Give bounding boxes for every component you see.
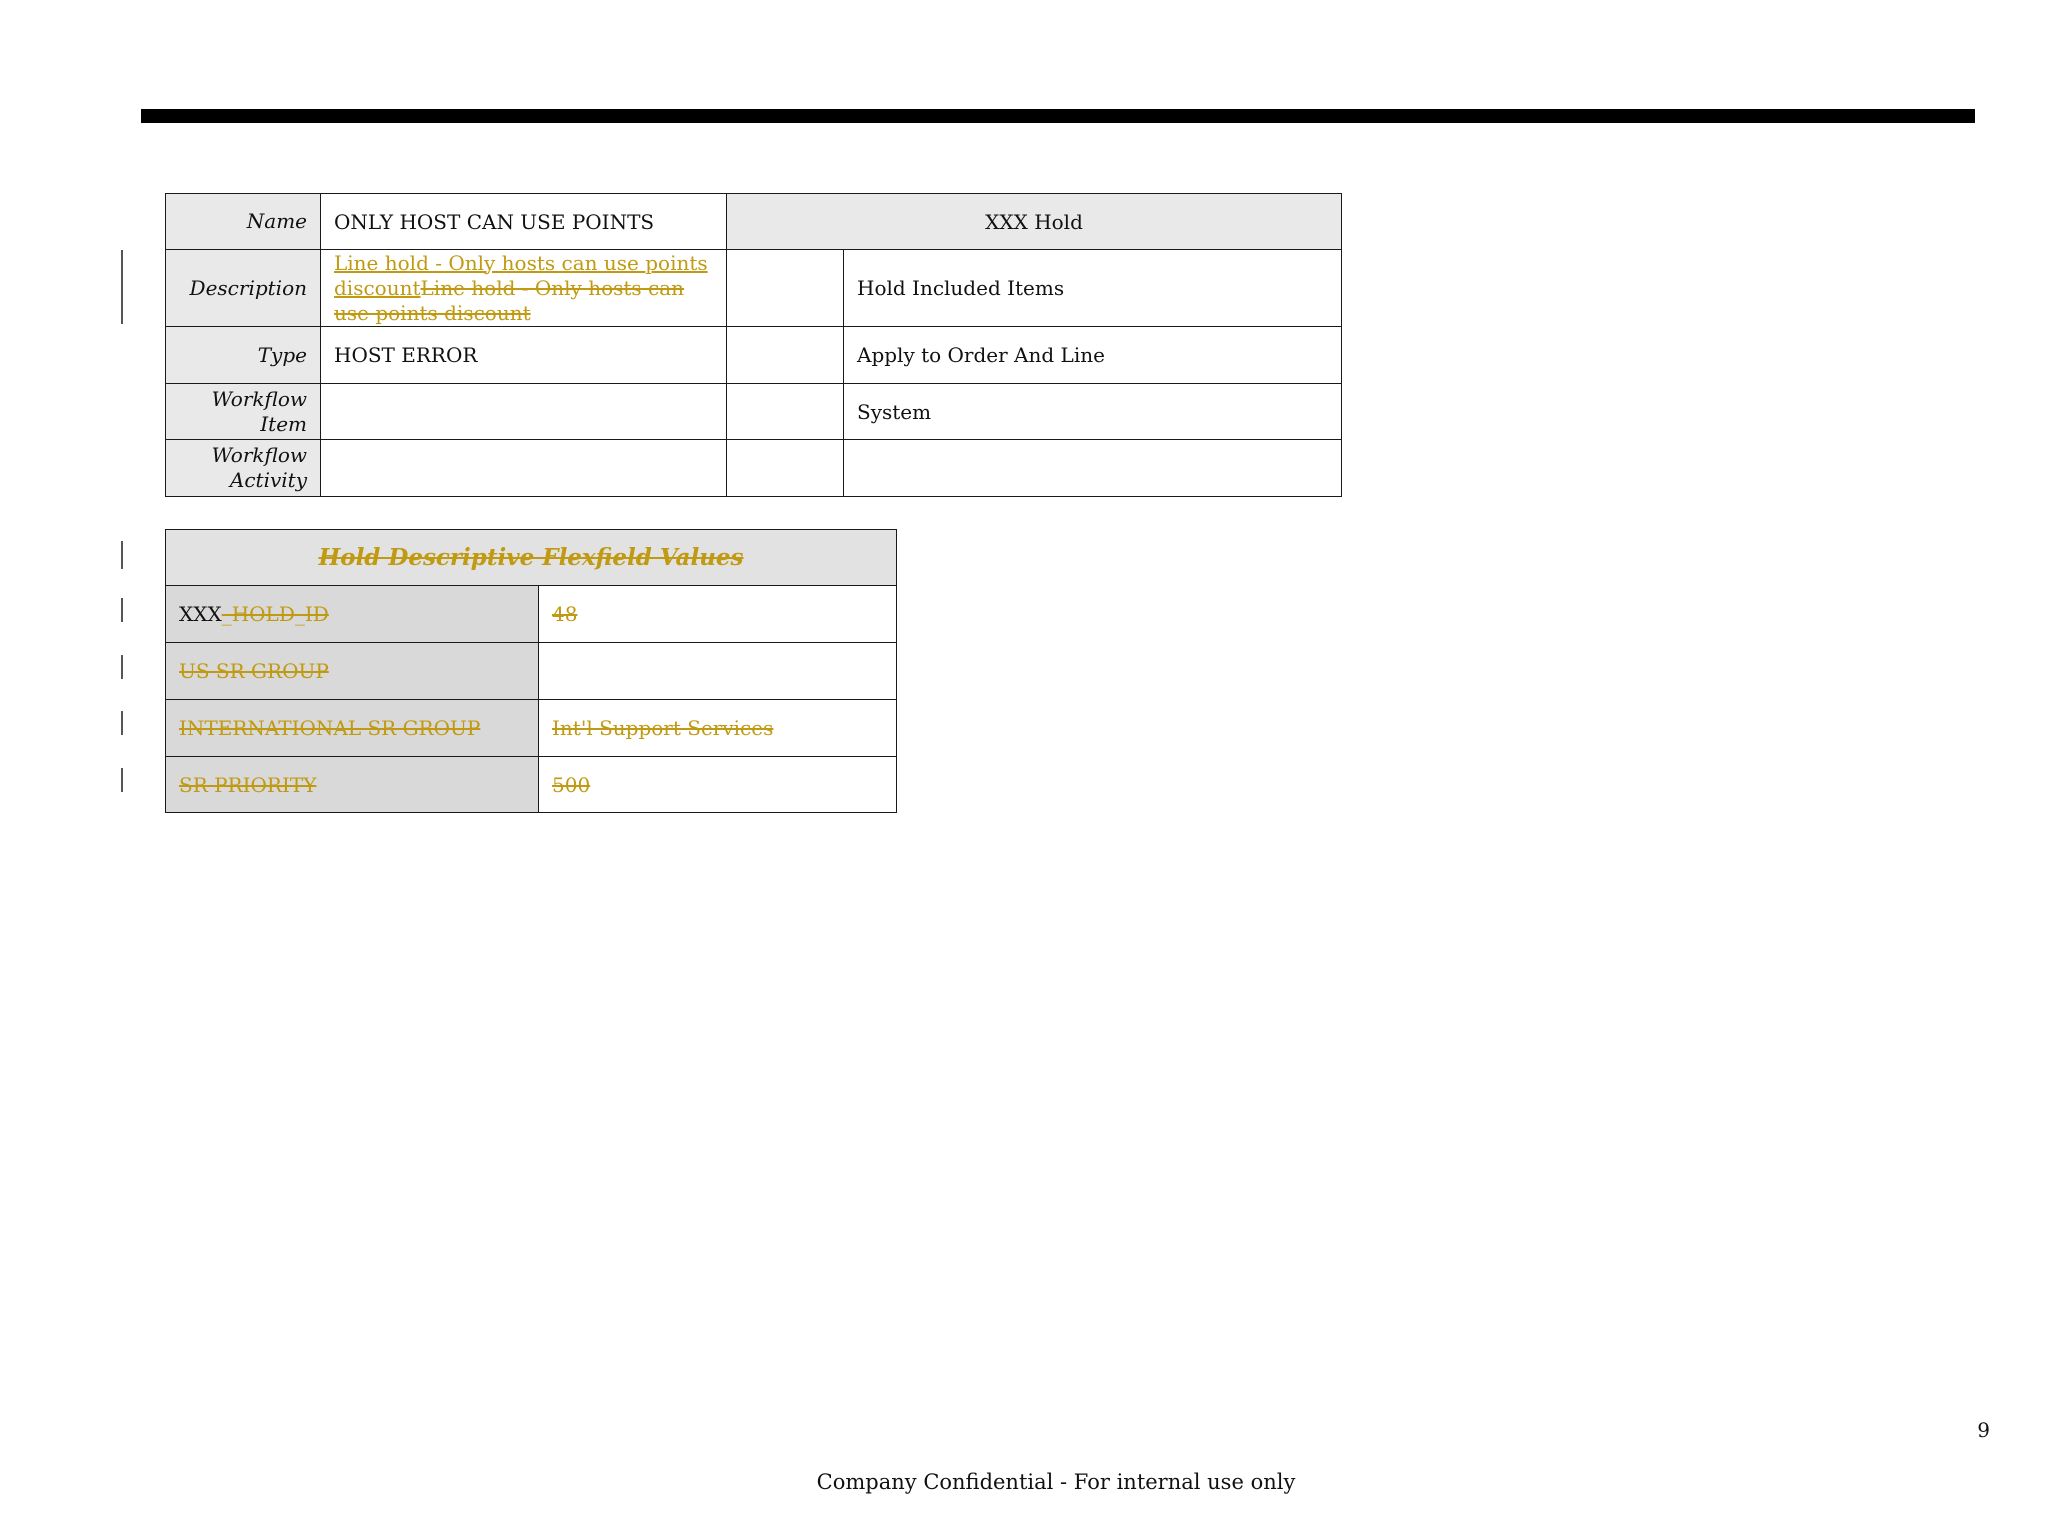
- description-label: Description: [166, 250, 321, 327]
- workflow-activity-spacer-cell: [727, 440, 844, 497]
- flexfield-value-deleted: 500: [552, 772, 591, 797]
- workflow-activity-right-value: [844, 440, 1342, 497]
- flexfield-title-row: [166, 530, 897, 586]
- flexfield-value-deleted: Int'l Support Services: [552, 716, 774, 740]
- description-inserted-text: Line hold - Only hosts can use points discount: [334, 250, 708, 300]
- flexfield-label: [166, 586, 539, 643]
- flexfield-value: [539, 757, 897, 813]
- workflow-activity-label: [166, 440, 321, 497]
- description-row: [166, 250, 1342, 327]
- type-row: [166, 327, 1342, 384]
- flexfield-label-deleted: INTERNATIONAL SR GROUP: [179, 716, 481, 740]
- name-label: Name: [166, 194, 321, 250]
- top-rule: [141, 109, 1975, 123]
- flexfield-table: [165, 529, 897, 813]
- type-label: Type: [166, 327, 321, 384]
- workflow-item-spacer-cell: [727, 384, 844, 440]
- flexfield-value: [539, 700, 897, 757]
- hold-definition-table: [165, 193, 1342, 497]
- name-value: ONLY HOST CAN USE POINTS: [321, 194, 727, 250]
- hold-header: XXX Hold: [727, 194, 1342, 250]
- flexfield-value: [539, 586, 897, 643]
- flexfield-value-deleted: 48: [552, 602, 578, 626]
- flexfield-label-deleted: US SR GROUP: [179, 659, 329, 683]
- workflow-activity-label-line-2: Activity: [229, 468, 307, 492]
- change-bar: [121, 655, 123, 679]
- flexfield-row: [166, 757, 897, 813]
- change-bar: [121, 711, 123, 735]
- flexfield-label-plain: XXX: [179, 602, 222, 626]
- change-bar: [121, 768, 123, 792]
- type-value: HOST ERROR: [321, 327, 727, 384]
- flexfield-row: [166, 700, 897, 757]
- workflow-activity-label-line-1: Workflow: [211, 443, 307, 467]
- change-bar: [121, 598, 123, 622]
- flexfield-label-deleted: _HOLD_ID: [221, 602, 329, 626]
- description-spacer-cell: [727, 250, 844, 327]
- workflow-item-value: [321, 384, 727, 440]
- workflow-item-row: [166, 384, 1342, 440]
- description-value: [321, 250, 727, 327]
- footer-confidential-notice: Company Confidential - For internal use only: [816, 1470, 1296, 1494]
- workflow-item-label: Workflow Item: [166, 384, 321, 440]
- name-row: [166, 194, 1342, 250]
- flexfield-row: [166, 586, 897, 643]
- change-bar: [121, 541, 123, 569]
- flexfield-label: [166, 700, 539, 757]
- flexfield-title: Hold Descriptive Flexfield Values: [166, 530, 897, 586]
- type-spacer-cell: [727, 327, 844, 384]
- flexfield-label-deleted: SR PRIORITY: [179, 772, 317, 797]
- workflow-activity-row: [166, 440, 1342, 497]
- description-deleted-text: Line hold - Only hosts can use points discount: [334, 275, 685, 325]
- description-right-value: Hold Included Items: [844, 250, 1342, 327]
- type-right-value: Apply to Order And Line: [844, 327, 1342, 384]
- workflow-activity-value: [321, 440, 727, 497]
- workflow-item-right-value: System: [844, 384, 1342, 440]
- flexfield-row: [166, 643, 897, 700]
- page-number: 9: [1977, 1418, 1990, 1442]
- flexfield-label: [166, 757, 539, 813]
- flexfield-value: [539, 643, 897, 700]
- change-bar: [121, 250, 123, 324]
- flexfield-label: [166, 643, 539, 700]
